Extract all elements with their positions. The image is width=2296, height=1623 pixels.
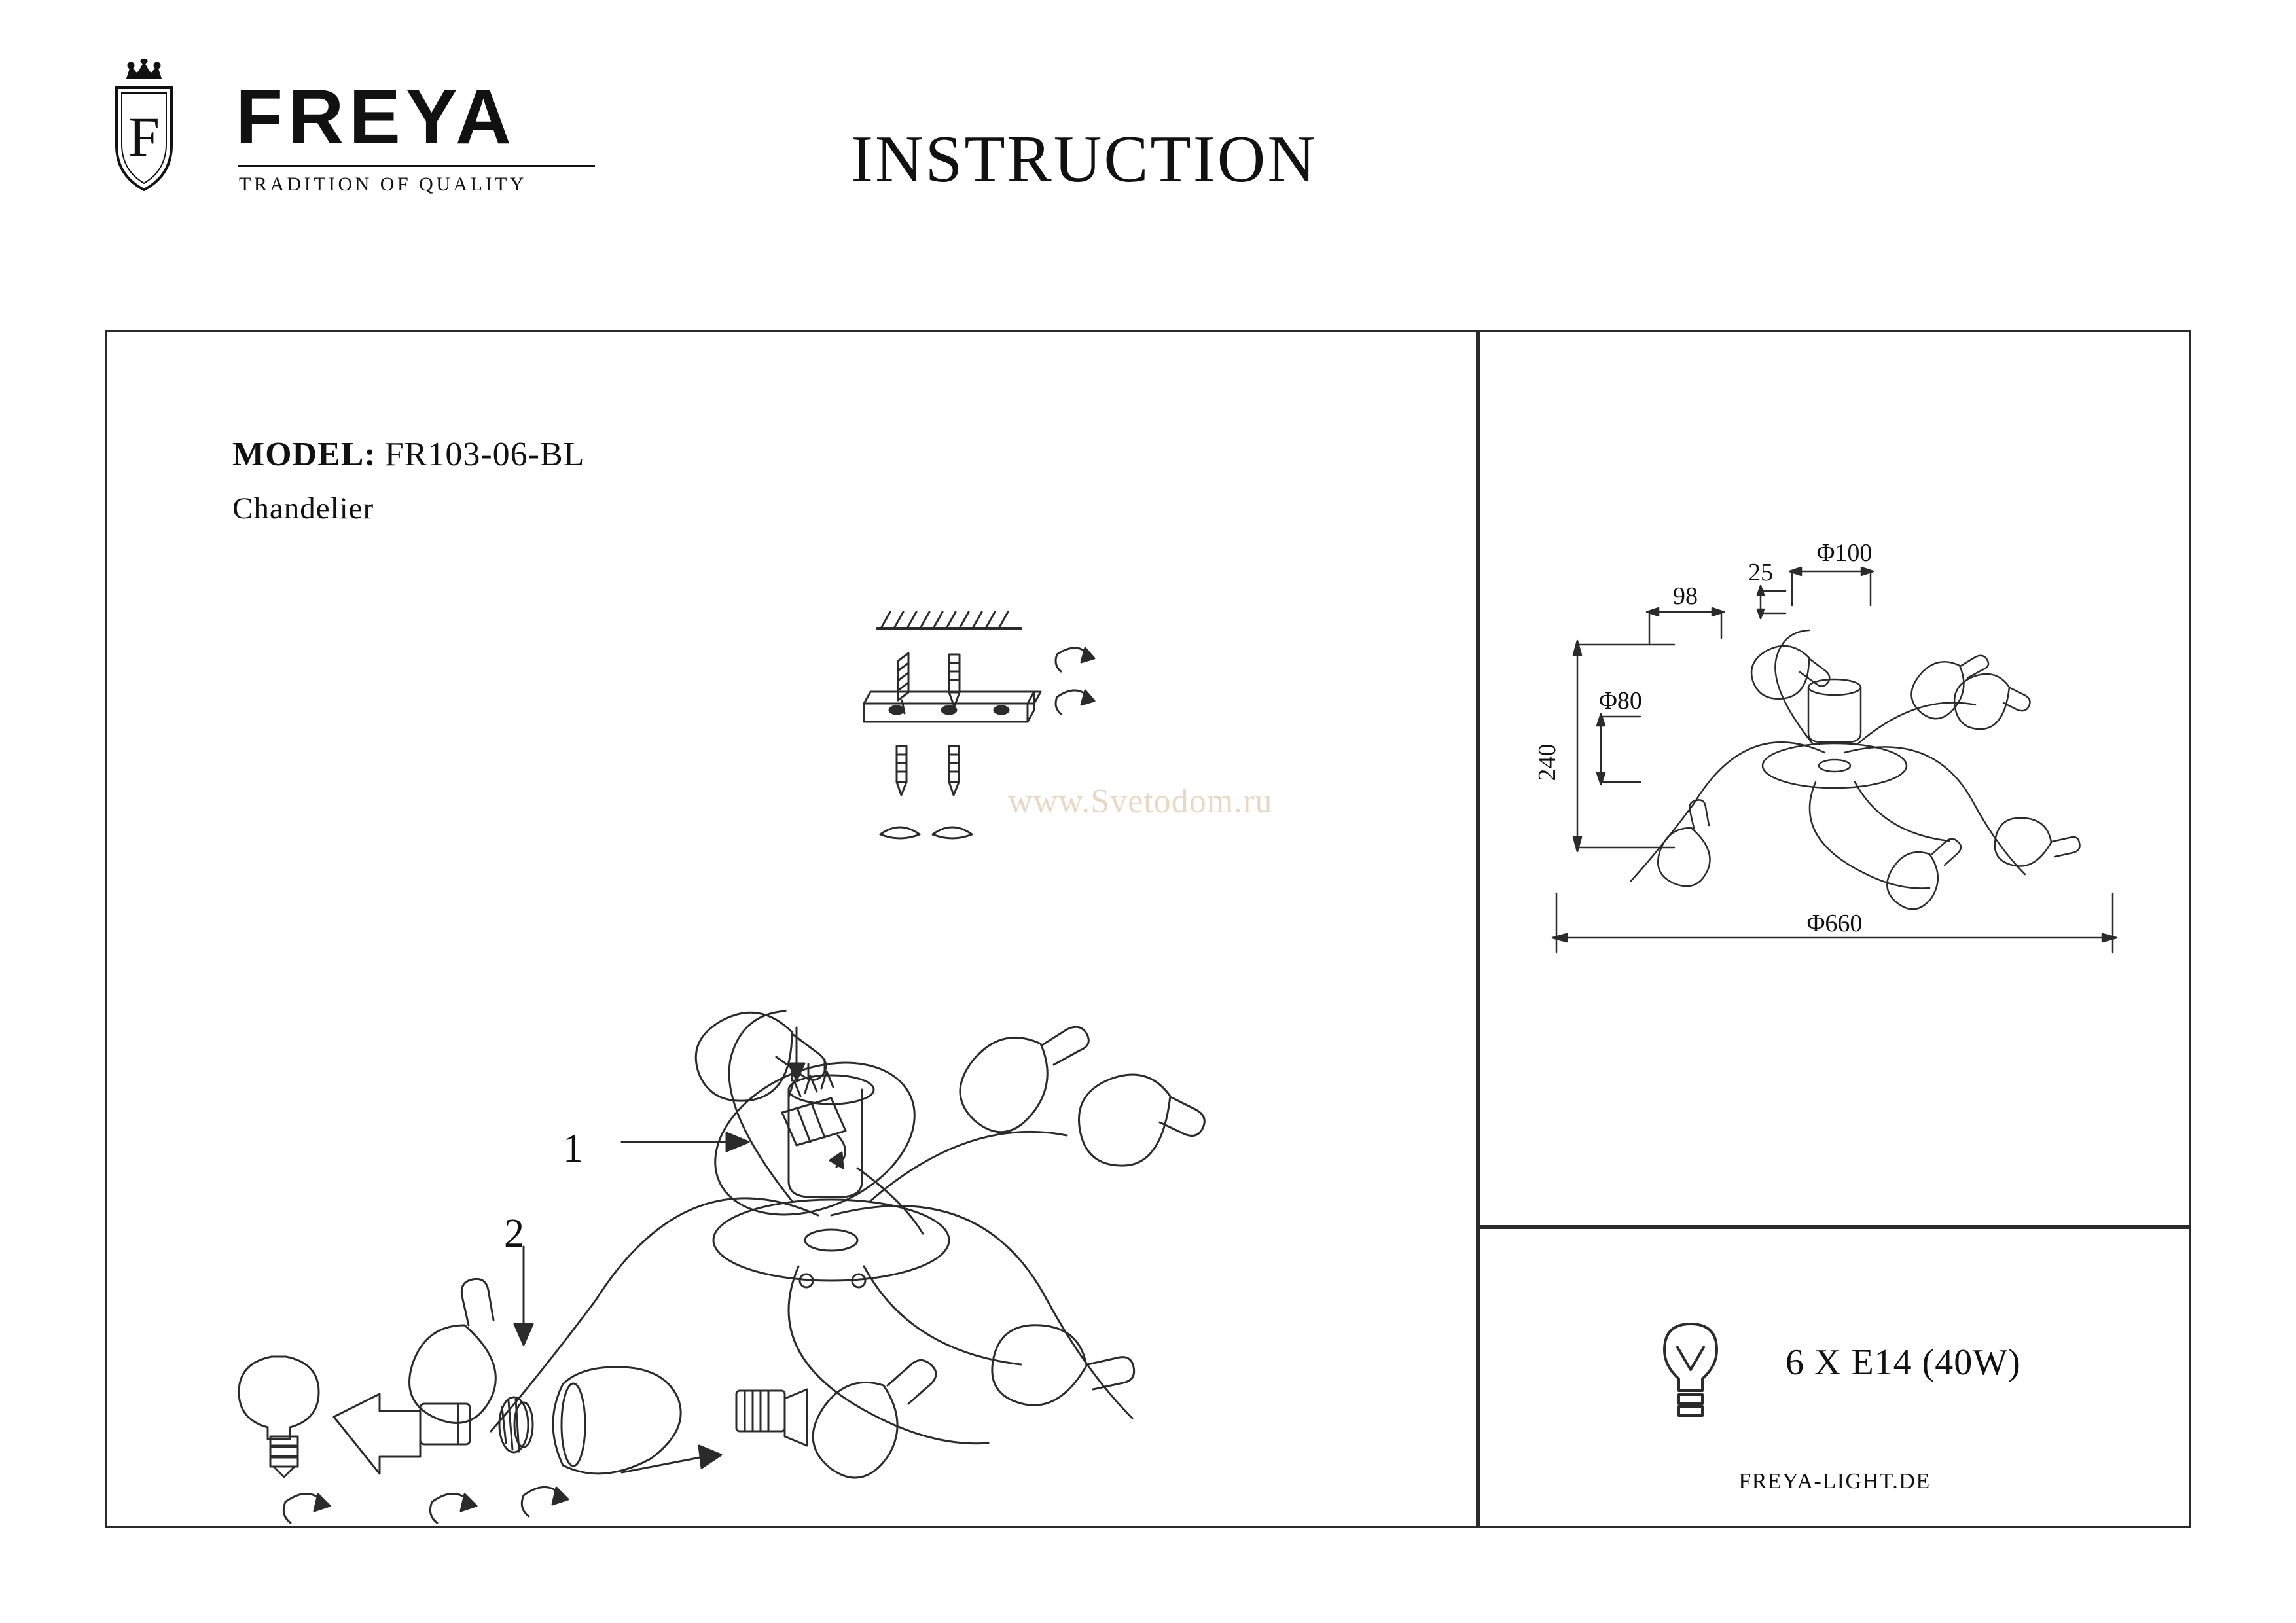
website-text: FREYA-LIGHT.DE	[1738, 1469, 1931, 1493]
lamp-spec-text: 6 X E14 (40W)	[1785, 1342, 2021, 1383]
dim-height-label: 240	[1534, 743, 1561, 781]
dim-canopy-height-label: 25	[1748, 559, 1773, 586]
watermark-text: www.Svetodom.ru	[1008, 783, 1273, 820]
dim-shade-dia-label: Φ80	[1599, 687, 1642, 715]
brand-logo	[98, 52, 622, 216]
page-title: INSTRUCTION	[851, 122, 1318, 196]
dim-arm-offset-label: 98	[1673, 582, 1698, 610]
page-header	[0, 0, 2296, 308]
step-number-2: 2	[504, 1211, 524, 1256]
lamp-spec-panel	[1478, 1227, 2191, 1528]
svg-text:F: F	[128, 105, 160, 168]
product-type: Chandelier	[232, 491, 374, 526]
dim-width-label: Φ660	[1806, 910, 1863, 937]
brand-tagline: TRADITION OF QUALITY	[239, 173, 527, 195]
brand-name: FREYA	[236, 74, 517, 160]
model-value: FR103-06-BL	[384, 436, 585, 473]
step-number-1: 1	[563, 1126, 583, 1171]
bulb-icon	[1655, 1319, 1727, 1423]
model-label: MODEL:	[232, 436, 376, 473]
dimensions-diagram	[1478, 330, 2191, 1227]
dim-canopy-dia-label: Φ100	[1816, 539, 1873, 567]
assembly-diagram	[105, 330, 1478, 1528]
freya-crest-icon	[98, 59, 190, 196]
brand-divider	[238, 165, 595, 167]
